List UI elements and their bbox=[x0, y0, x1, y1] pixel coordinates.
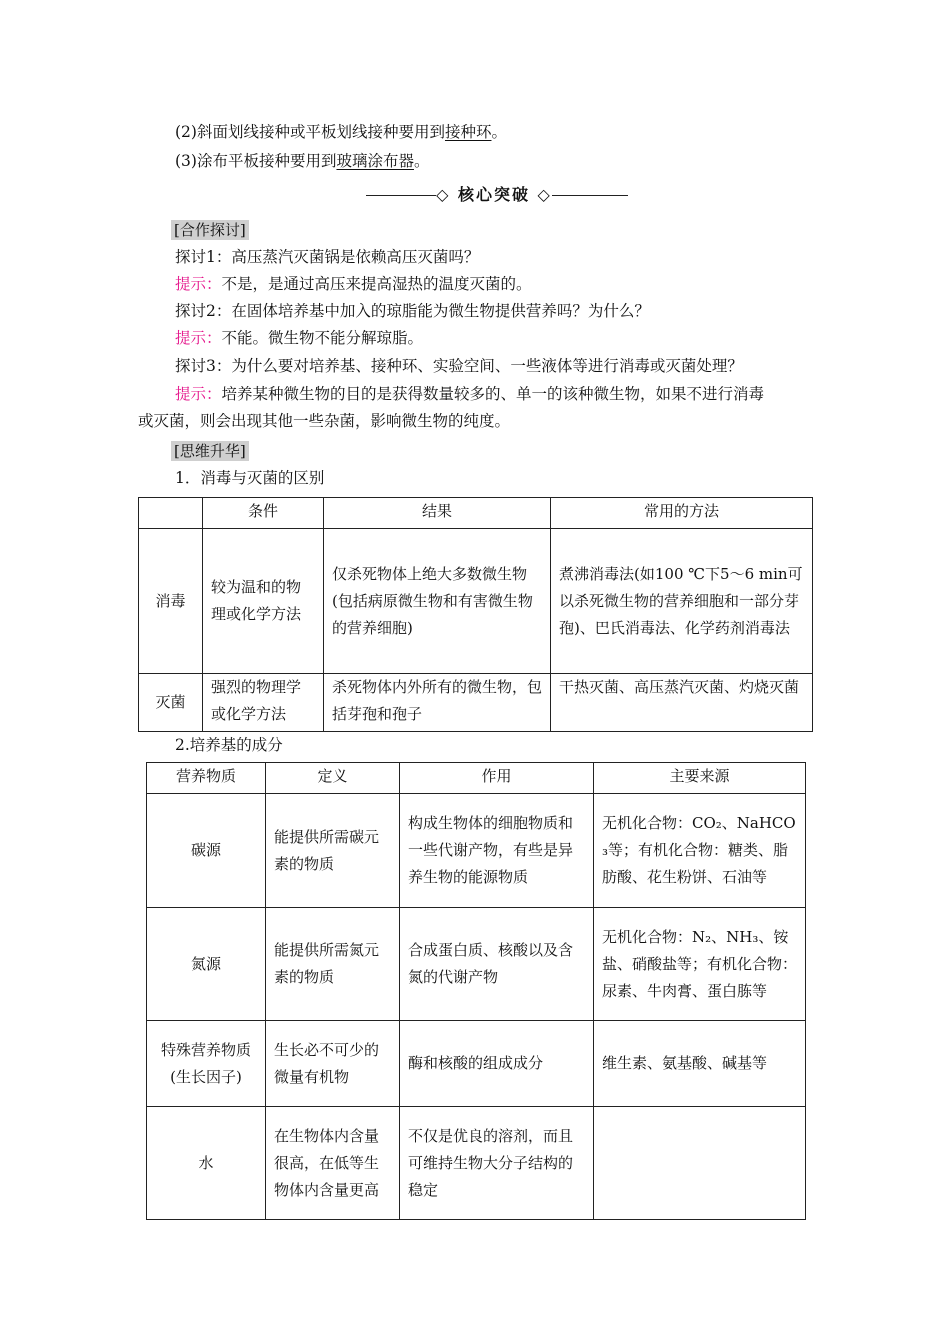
intro-line-2-text: (2)斜面划线接种或平板划线接种要用到 bbox=[175, 123, 445, 141]
method-cell: 干热灭菌、高压蒸汽灭菌、灼烧灭菌 bbox=[551, 674, 813, 732]
row-name-cell: 灭菌 bbox=[139, 674, 203, 732]
table-row bbox=[147, 794, 806, 908]
answer-1 bbox=[175, 270, 532, 298]
header-cell: 定义 bbox=[266, 763, 400, 794]
result-cell: 仅杀死物体上绝大多数微生物(包括病原微生物和有害微生物的营养细胞) bbox=[324, 529, 551, 674]
condition-cell: 较为温和的物理或化学方法 bbox=[203, 529, 324, 674]
heading-rule-right bbox=[552, 195, 628, 196]
header-cell: 结果 bbox=[324, 498, 551, 529]
intro-line-3 bbox=[175, 147, 430, 175]
nutrient-cell: 氮源 bbox=[147, 908, 266, 1021]
answer-text: 不是，是通过高压来提高湿热的温度灭菌的。 bbox=[221, 275, 532, 293]
definition-cell: 能提供所需碳元素的物质 bbox=[266, 794, 400, 908]
nutrient-cell: 碳源 bbox=[147, 794, 266, 908]
role-cell: 酶和核酸的组成成分 bbox=[400, 1021, 594, 1107]
answer-text: 不能。微生物不能分解琼脂。 bbox=[221, 329, 424, 347]
role-cell: 构成生物体的细胞物质和一些代谢产物，有些是异养生物的能源物质 bbox=[400, 794, 594, 908]
hint-label: 提示： bbox=[175, 385, 222, 403]
table1-caption: 1．消毒与灭菌的区别 bbox=[175, 469, 325, 487]
table-row bbox=[139, 674, 813, 732]
header-cell: 条件 bbox=[203, 498, 324, 529]
answer-3-continued: 或灭菌，则会出现其他一些杂菌，影响微生物的纯度。 bbox=[138, 412, 511, 430]
tag-cooperate: [合作探讨] bbox=[171, 220, 249, 240]
row-name-cell: 消毒 bbox=[139, 529, 203, 674]
role-cell: 不仅是优良的溶剂，而且可维持生物大分子结构的稳定 bbox=[400, 1107, 594, 1220]
question-3: 探讨3：为什么要对培养基、接种环、实验空间、一些液体等进行消毒或灭菌处理？ bbox=[175, 357, 743, 375]
intro-line-3-answer: 玻璃涂布器 bbox=[336, 152, 414, 170]
answer-text: 培养某种微生物的目的是获得数量较多的、单一的该种微生物，如果不进行消毒 bbox=[221, 385, 765, 403]
method-cell: 煮沸消毒法(如100 ℃下5～6 min可以杀死微生物的营养细胞和一部分芽孢)、巴氏消毒法、化学药剂消毒法 bbox=[551, 529, 813, 674]
table-row bbox=[147, 1021, 806, 1107]
source-cell: 无机化合物：CO₂、NaHCO₃等；有机化合物：糖类、脂肪酸、花生粉饼、石油等 bbox=[594, 794, 806, 908]
header-cell: 常用的方法 bbox=[551, 498, 813, 529]
header-cell: 主要来源 bbox=[594, 763, 806, 794]
definition-cell: 能提供所需氮元素的物质 bbox=[266, 908, 400, 1021]
nutrient-cell: 水 bbox=[147, 1107, 266, 1220]
section-heading: ◇ 核心突破 ◇ bbox=[436, 185, 552, 204]
answer-3 bbox=[175, 380, 764, 408]
definition-cell: 生长必不可少的微量有机物 bbox=[266, 1021, 400, 1107]
table-row bbox=[147, 908, 806, 1021]
intro-line-2-answer: 接种环 bbox=[444, 123, 492, 141]
table2-caption: 2.培养基的成分 bbox=[175, 736, 283, 754]
tag-upgrade: [思维升华] bbox=[171, 441, 249, 461]
source-cell bbox=[594, 1107, 806, 1220]
intro-line-3-text: (3)涂布平板接种要用到 bbox=[175, 152, 337, 170]
header-cell: 营养物质 bbox=[147, 763, 266, 794]
header-cell: 作用 bbox=[400, 763, 594, 794]
table-header-row bbox=[147, 763, 806, 794]
table-header-row bbox=[139, 498, 813, 529]
header-cell bbox=[139, 498, 203, 529]
hint-label: 提示： bbox=[175, 275, 222, 293]
answer-2 bbox=[175, 324, 423, 352]
hint-label: 提示： bbox=[175, 329, 222, 347]
result-cell: 杀死物体内外所有的微生物，包括芽孢和孢子 bbox=[324, 674, 551, 732]
intro-line-3-end: 。 bbox=[413, 152, 430, 170]
intro-line-2-end: 。 bbox=[491, 123, 507, 141]
condition-cell: 强烈的物理学或化学方法 bbox=[203, 674, 324, 732]
question-1: 探讨1：高压蒸汽灭菌锅是依赖高压灭菌吗？ bbox=[175, 248, 480, 266]
source-cell: 无机化合物：N₂、NH₃、铵盐、硝酸盐等；有机化合物：尿素、牛肉膏、蛋白胨等 bbox=[594, 908, 806, 1021]
table-row bbox=[139, 529, 813, 674]
medium-components-table bbox=[146, 762, 806, 1220]
role-cell: 合成蛋白质、核酸以及含氮的代谢产物 bbox=[400, 908, 594, 1021]
nutrient-cell: 特殊营养物质(生长因子) bbox=[147, 1021, 266, 1107]
disinfection-table bbox=[138, 497, 813, 732]
intro-line-2 bbox=[175, 118, 507, 146]
definition-cell: 在生物体内含量很高，在低等生物体内含量更高 bbox=[266, 1107, 400, 1220]
heading-rule-left bbox=[366, 195, 436, 196]
question-2: 探讨2：在固体培养基中加入的琼脂能为微生物提供营养吗？为什么？ bbox=[175, 302, 650, 320]
source-cell: 维生素、氨基酸、碱基等 bbox=[594, 1021, 806, 1107]
table-row bbox=[147, 1107, 806, 1220]
